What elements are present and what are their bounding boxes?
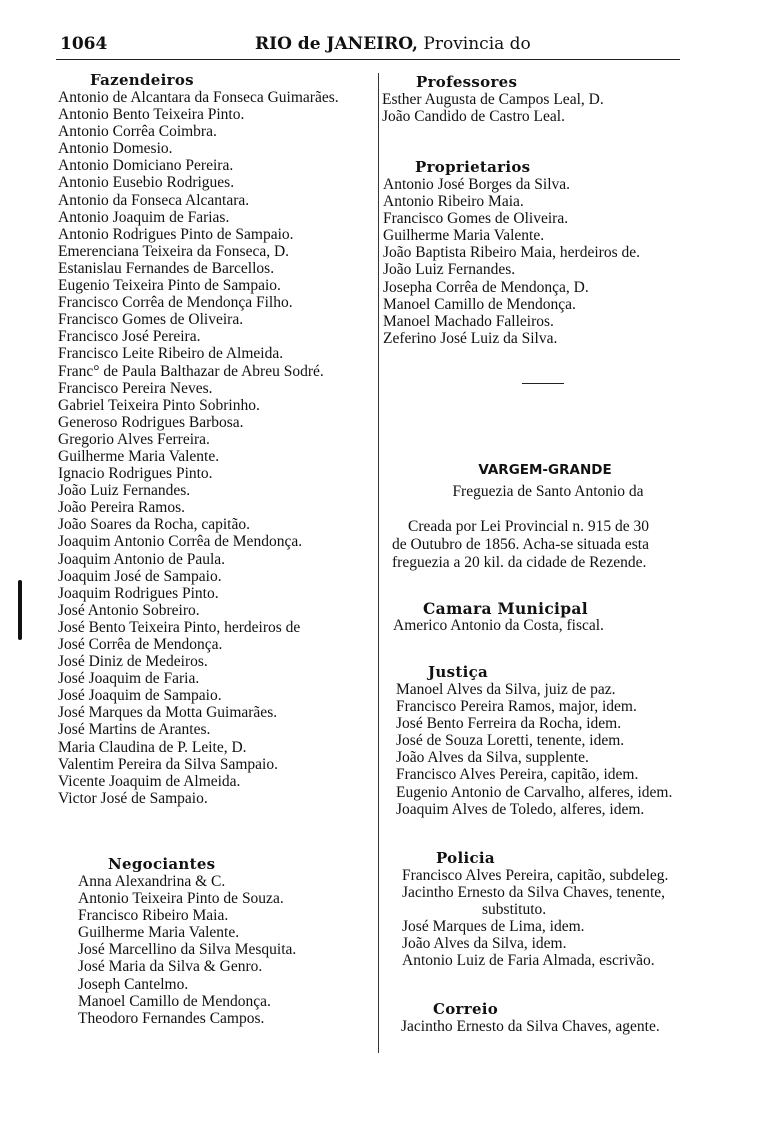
entry-line: João Soares da Rocha, capitão.	[58, 516, 250, 534]
entry-line: substituto.	[482, 901, 547, 919]
fazendeiros-list	[58, 89, 376, 807]
entry-line: Antonio Teixeira Pinto de Souza.	[78, 890, 284, 908]
entry-line: João Luiz Fernandes.	[58, 482, 191, 500]
page-number: 1064	[60, 34, 108, 54]
entry-line: Esther Augusta de Campos Leal, D.	[382, 91, 604, 108]
entry-line: Manoel Camillo de Mendonça.	[383, 295, 576, 313]
entry-line: Gregorio Alves Ferreira.	[58, 430, 210, 448]
entry-line: Estanislau Fernandes de Barcellos.	[58, 259, 275, 277]
entry-line: Generoso Rodrigues Barbosa.	[58, 413, 244, 431]
entry-line: Manoel Camillo de Mendonça.	[78, 992, 271, 1010]
entry-line: Francisco Leite Ribeiro de Almeida.	[58, 345, 284, 363]
entry-line: Joaquim Alves de Toledo, alferes, idem.	[396, 800, 645, 818]
professores-heading: Professores	[416, 73, 518, 91]
entry-line: Maria Claudina de P. Leite, D.	[58, 738, 247, 756]
entry-line: José Joaquim de Faria.	[58, 670, 200, 688]
entry-line: Jacintho Ernesto da Silva Chaves, tenente,	[402, 884, 666, 902]
entry-line: Joaquim Rodrigues Pinto.	[58, 584, 219, 602]
entry-line: Antonio de Alcantara da Fonseca Guimarães.	[58, 89, 339, 106]
entry-line: João Alves da Silva, supplente.	[396, 749, 589, 767]
margin-ink-mark	[18, 580, 22, 640]
proprietarios-section	[383, 159, 713, 347]
camara-heading: Camara Municipal	[423, 599, 588, 618]
policia-list	[402, 867, 720, 970]
entry-line: Theodoro Fernandes Campos.	[78, 1009, 265, 1027]
entry-line: Valentim Pereira da Silva Sampaio.	[58, 755, 278, 773]
entry-line: Antonio Ribeiro Maia.	[383, 193, 524, 211]
page-title-bold: RIO de JANEIRO,	[255, 34, 418, 54]
entry-line: João Candido de Castro Leal.	[382, 108, 565, 126]
entry-line: Guilherme Maria Valente.	[58, 447, 220, 465]
entry-line: José Maria da Silva & Genro.	[78, 958, 263, 976]
entry-line: Eugenio Teixeira Pinto de Sampaio.	[58, 277, 281, 295]
entry-line: José Diniz de Medeiros.	[58, 653, 208, 671]
entry-line: Manoel Alves da Silva, juiz de paz.	[396, 681, 616, 698]
entry-line: Joaquim Antonio Corrêa de Mendonça.	[58, 533, 303, 551]
column-divider	[378, 73, 379, 1053]
entry-line: Eugenio Antonio de Carvalho, alferes, idem.	[396, 783, 673, 801]
correio-section	[401, 1001, 721, 1035]
entry-line: Manoel Machado Falleiros.	[383, 312, 554, 330]
entry-line: João Luiz Fernandes.	[383, 261, 516, 279]
entry-line: Antonio Domesio.	[58, 140, 173, 158]
entry-line: Antonio Domiciano Pereira.	[58, 157, 234, 175]
entry-line: Josepha Corrêa de Mendonça, D.	[383, 278, 589, 296]
entry-line: José Bento Ferreira da Rocha, idem.	[396, 715, 622, 733]
fazendeiros-heading: Fazendeiros	[90, 71, 194, 89]
entry-line: José Marques de Lima, idem.	[402, 918, 585, 936]
entry-line: Francisco Gomes de Oliveira.	[383, 210, 569, 228]
justica-list	[396, 681, 716, 818]
entry-line: Jacintho Ernesto da Silva Chaves, agente.	[401, 1018, 660, 1035]
entry-line: Anna Alexandrina & C.	[78, 873, 226, 890]
paragraph-line: freguezia a 20 kil. da cidade de Rezende.	[392, 554, 647, 571]
vargem-grande-subtitle: Freguezia de Santo Antonio da	[452, 483, 644, 500]
proprietarios-list	[383, 176, 713, 347]
entry-line: José Marcellino da Silva Mesquita.	[78, 941, 297, 959]
entry-line: Antonio Rodrigues Pinto de Sampaio.	[58, 225, 294, 243]
paragraph-line: Creada por Lei Provincial n. 915 de 30	[408, 518, 650, 535]
entry-line: Emerenciana Teixeira da Fonseca, D.	[58, 242, 290, 260]
entry-line: Antonio da Fonseca Alcantara.	[58, 191, 250, 209]
proprietarios-heading: Proprietarios	[415, 158, 531, 176]
negociantes-section	[78, 856, 374, 1027]
entry-line: Antonio Luiz de Faria Almada, escrivão.	[402, 952, 655, 970]
professores-section	[382, 74, 712, 125]
page-title-rest: Provincia do	[423, 34, 531, 54]
negociantes-heading: Negociantes	[108, 855, 216, 873]
justica-section	[396, 664, 716, 818]
correio-list	[401, 1018, 721, 1035]
entry-line: Vicente Joaquim de Almeida.	[58, 772, 241, 790]
section-rule	[522, 383, 564, 384]
entry-line: Francisco Gomes de Oliveira.	[58, 311, 244, 329]
entry-line: Ignacio Rodrigues Pinto.	[58, 465, 213, 483]
camara-list	[393, 617, 713, 634]
entry-line: Antonio José Borges da Silva.	[383, 176, 570, 193]
entry-line: José Martins de Arantes.	[58, 721, 211, 739]
fazendeiros-section	[58, 72, 376, 807]
page-header	[60, 32, 710, 56]
policia-section	[402, 850, 720, 970]
entry-line: Gabriel Teixeira Pinto Sobrinho.	[58, 396, 260, 414]
entry-line: José Bento Teixeira Pinto, herdeiros de	[58, 618, 301, 636]
negociantes-list	[78, 873, 374, 1027]
entry-line: Americo Antonio da Costa, fiscal.	[393, 617, 604, 634]
entry-line: João Baptista Ribeiro Maia, herdeiros de.	[383, 244, 640, 262]
page-title	[255, 32, 531, 56]
professores-list	[382, 91, 712, 125]
header-rule	[56, 59, 680, 60]
entry-line: José de Souza Loretti, tenente, idem.	[396, 732, 625, 750]
entry-line: Francisco Pereira Neves.	[58, 379, 213, 397]
policia-heading: Policia	[436, 849, 495, 867]
entry-line: Antonio Joaquim de Farias.	[58, 208, 230, 226]
entry-line: Antonio Eusebio Rodrigues.	[58, 174, 235, 192]
entry-line: Guilherme Maria Valente.	[78, 924, 240, 942]
entry-line: José Joaquim de Sampaio.	[58, 687, 222, 705]
entry-line: Joaquim José de Sampaio.	[58, 567, 222, 585]
entry-line: Antonio Corrêa Coimbra.	[58, 123, 217, 141]
entry-line: Victor José de Sampaio.	[58, 789, 208, 807]
correio-heading: Correio	[433, 1000, 499, 1018]
vargem-grande-title: VARGEM-GRANDE	[478, 462, 612, 478]
entry-line: José Marques da Motta Guimarães.	[58, 704, 278, 722]
entry-line: José Corrêa de Mendonça.	[58, 636, 223, 653]
entry-line: Francisco Ribeiro Maia.	[78, 907, 229, 925]
vargem-grande-paragraph	[392, 518, 712, 572]
entry-line: José Antonio Sobreiro.	[58, 601, 200, 619]
entry-line: Joseph Cantelmo.	[78, 975, 189, 993]
entry-line: Zeferino José Luiz da Silva.	[383, 329, 558, 347]
entry-line: Guilherme Maria Valente.	[383, 227, 545, 245]
entry-line: Francisco Pereira Ramos, major, idem.	[396, 698, 637, 716]
camara-section	[393, 600, 713, 634]
entry-line: Francisco Alves Pereira, capitão, idem.	[396, 766, 639, 784]
justica-heading: Justiça	[428, 663, 489, 681]
entry-line: Franc° de Paula Balthazar de Abreu Sodré.	[58, 362, 324, 380]
entry-line: Joaquim Antonio de Paula.	[58, 550, 226, 568]
entry-line: Antonio Bento Teixeira Pinto.	[58, 106, 245, 124]
entry-line: Francisco José Pereira.	[58, 328, 201, 346]
entry-line: Francisco Corrêa de Mendonça Filho.	[58, 294, 293, 312]
entry-line: João Alves da Silva, idem.	[402, 935, 567, 953]
entry-line: Francisco Alves Pereira, capitão, subdeleg.	[402, 867, 669, 884]
entry-line: João Pereira Ramos.	[58, 499, 185, 517]
paragraph-line: de Outubro de 1856. Acha-se situada esta	[392, 536, 649, 553]
